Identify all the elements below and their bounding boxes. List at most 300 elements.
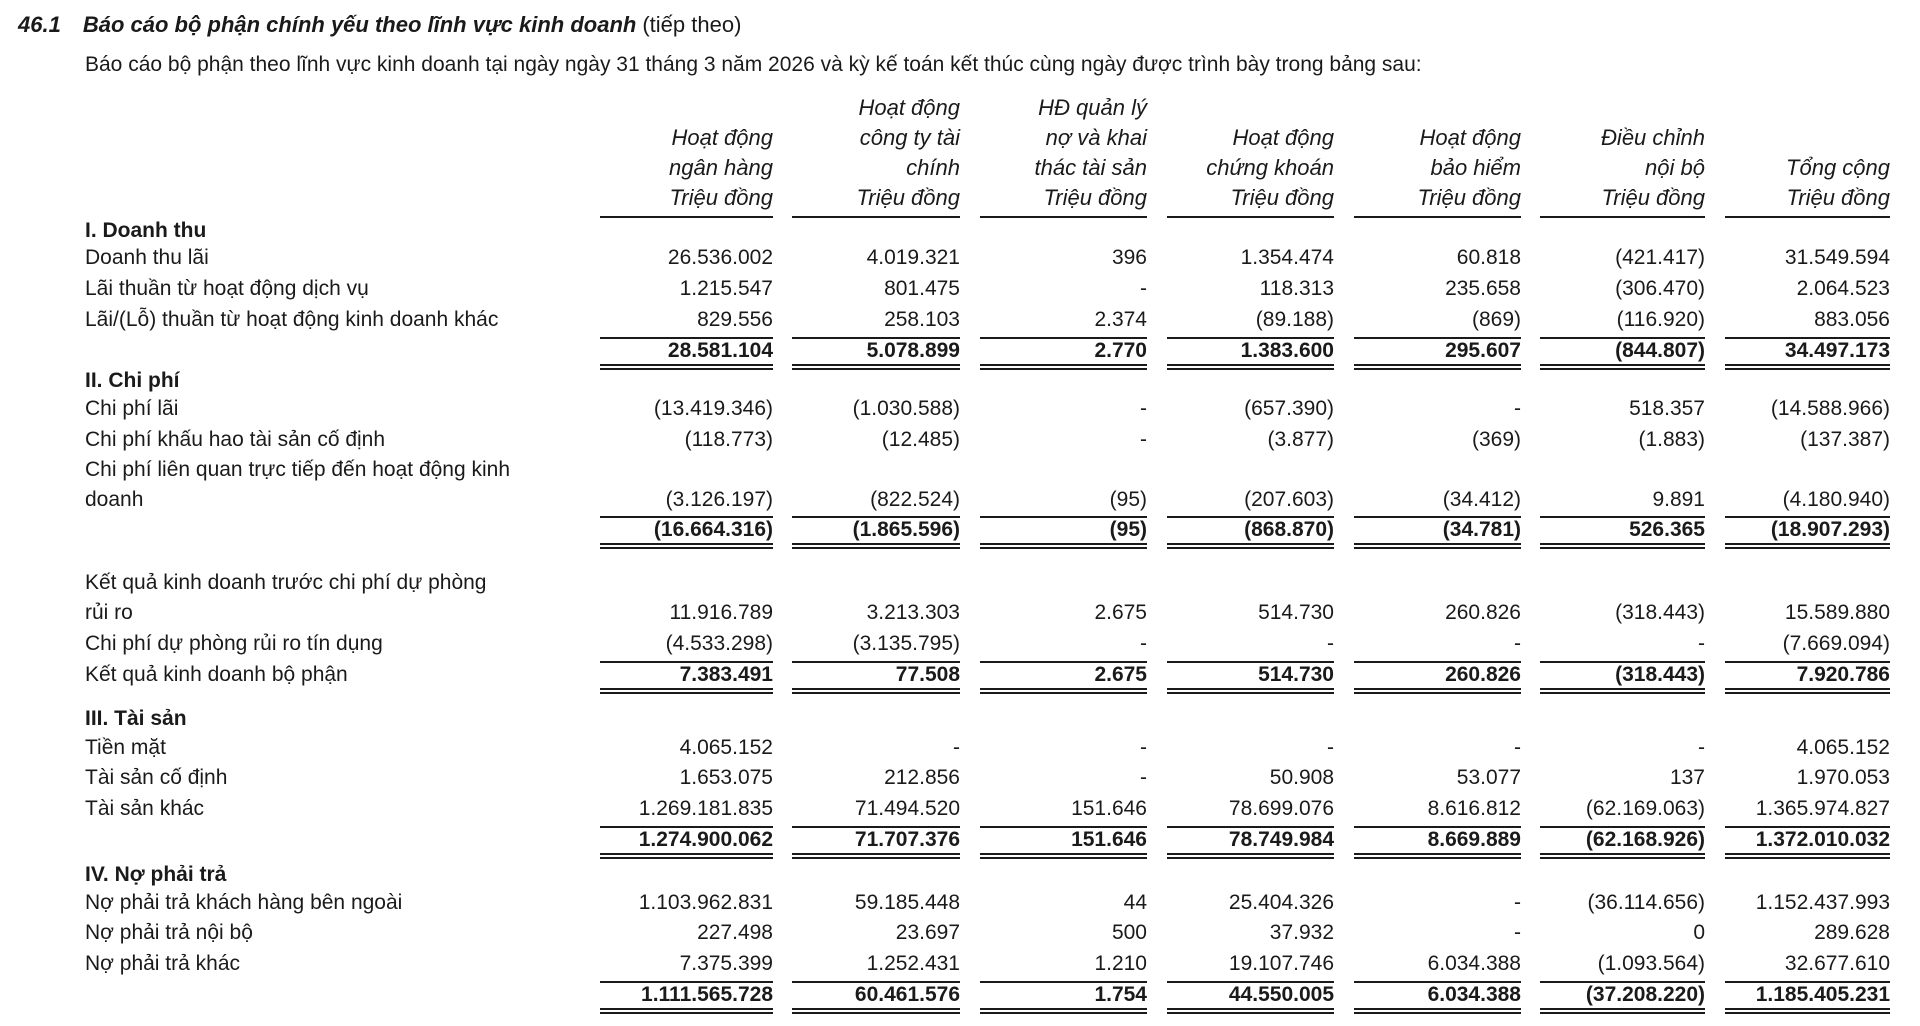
- rule-line: [1167, 826, 1334, 828]
- rule-line: [1540, 853, 1705, 855]
- column-header-line: Hoạt động: [671, 125, 773, 150]
- rule-line: [1354, 1012, 1521, 1014]
- rule-line: [792, 826, 960, 828]
- total-cell: 1.754: [1094, 983, 1147, 1006]
- section-title: II. Chi phí: [85, 369, 180, 392]
- value-cell: 6.034.388: [1427, 952, 1521, 975]
- value-cell: 235.658: [1445, 277, 1521, 300]
- value-cell: 227.498: [697, 921, 773, 944]
- value-cell: (3.126.197): [665, 488, 773, 511]
- rule-line: [1354, 547, 1521, 549]
- column-header: [1601, 87, 1705, 213]
- total-cell: (34.781): [1442, 518, 1521, 541]
- rule-line: [1540, 368, 1705, 370]
- rule-line: [1540, 364, 1705, 366]
- rule-line: [1354, 857, 1521, 859]
- value-cell: 4.065.152: [1796, 736, 1890, 759]
- value-cell: -: [1514, 891, 1521, 914]
- rule-line: [792, 547, 960, 549]
- column-header-line: Hoạt động: [1419, 125, 1521, 150]
- rule-line: [980, 543, 1147, 545]
- rule-line: [1354, 516, 1521, 518]
- section-title: III. Tài sản: [85, 707, 187, 730]
- value-cell: 2.675: [1094, 601, 1147, 624]
- rule-line: [600, 692, 773, 694]
- section-continued: (tiếp theo): [642, 12, 742, 37]
- value-cell: -: [1514, 632, 1521, 655]
- value-cell: (116.920): [1616, 308, 1705, 331]
- value-cell: 212.856: [884, 766, 960, 789]
- rule-line: [1540, 857, 1705, 859]
- column-header-line: Triệu đồng: [1043, 185, 1147, 210]
- row-label: Kết quả kinh doanh trước chi phí dự phòng: [85, 571, 487, 594]
- value-cell: -: [1140, 277, 1147, 300]
- value-cell: 59.185.448: [854, 891, 960, 914]
- rule-line: [1354, 826, 1521, 828]
- value-cell: (95): [1109, 488, 1147, 511]
- value-cell: (7.669.094): [1782, 632, 1890, 655]
- total-cell: 6.034.388: [1427, 983, 1521, 1006]
- rule-line: [1725, 547, 1890, 549]
- rule-line: [1725, 692, 1890, 694]
- value-cell: -: [1514, 397, 1521, 420]
- value-cell: 514.730: [1258, 601, 1334, 624]
- rule-line: [1540, 692, 1705, 694]
- total-cell: (318.443): [1615, 663, 1705, 686]
- rule-line: [792, 364, 960, 366]
- column-header-line: Triệu đồng: [1601, 185, 1705, 210]
- rule-line: [980, 857, 1147, 859]
- value-cell: 118.313: [1259, 277, 1334, 300]
- row-label: Lãi thuần từ hoạt động dịch vụ: [85, 277, 369, 300]
- rule-line: [1167, 661, 1334, 663]
- row-label: Lãi/(Lỗ) thuần từ hoạt động kinh doanh khác: [85, 308, 499, 331]
- rule-line: [1540, 516, 1705, 518]
- rule-line: [1354, 368, 1521, 370]
- value-cell: 829.556: [697, 308, 773, 331]
- value-cell: 23.697: [895, 921, 960, 944]
- rule-line: [1725, 981, 1890, 983]
- section-heading: [18, 10, 741, 40]
- value-cell: 53.077: [1456, 766, 1521, 789]
- rule-line: [1167, 547, 1334, 549]
- rule-line: [1167, 857, 1334, 859]
- column-header-line: HĐ quản lý: [1038, 95, 1147, 120]
- column-header-line: Triệu đồng: [1786, 185, 1890, 210]
- rule-line: [980, 688, 1147, 690]
- rule-line: [1725, 661, 1890, 663]
- rule-line: [792, 853, 960, 855]
- rule-line: [1167, 1008, 1334, 1010]
- rule-line: [792, 1012, 960, 1014]
- total-cell: (844.807): [1615, 339, 1705, 362]
- rule-line: [600, 516, 773, 518]
- value-cell: -: [1514, 921, 1521, 944]
- column-header: [1417, 87, 1521, 213]
- value-cell: 1.970.053: [1796, 766, 1890, 789]
- value-cell: 2.064.523: [1796, 277, 1890, 300]
- rule-line: [1725, 853, 1890, 855]
- rule-line: [1725, 1012, 1890, 1014]
- row-label: Chi phí liên quan trực tiếp đến hoạt động kinh: [85, 458, 511, 481]
- intro-text: Báo cáo bộ phận theo lĩnh vực kinh doanh tại ngày ngày 31 tháng 3 năm 2026 và kỳ kế toán kết thúc cùng ngày được trình bày trong bảng sau:: [85, 53, 1422, 76]
- value-cell: 71.494.520: [854, 797, 960, 820]
- rule-line: [600, 543, 773, 545]
- value-cell: 1.152.437.993: [1755, 891, 1890, 914]
- rule-line: [600, 981, 773, 983]
- column-header-line: Hoạt động: [858, 95, 960, 120]
- rule-line: [1167, 516, 1334, 518]
- rule-line: [1167, 692, 1334, 694]
- rule-line: [1354, 688, 1521, 690]
- total-cell: (16.664.316): [653, 518, 773, 541]
- column-header: [1786, 87, 1890, 213]
- rule-line: [980, 337, 1147, 339]
- rule-line: [1167, 337, 1334, 339]
- rule-line: [1354, 1008, 1521, 1010]
- value-cell: 4.019.321: [866, 246, 960, 269]
- value-cell: -: [1140, 766, 1147, 789]
- rule-line: [980, 547, 1147, 549]
- total-cell: 44.550.005: [1228, 983, 1334, 1006]
- value-cell: -: [1140, 428, 1147, 451]
- value-cell: 9.891: [1652, 488, 1705, 511]
- rule-line: [980, 853, 1147, 855]
- value-cell: 26.536.002: [667, 246, 773, 269]
- value-cell: (1.030.588): [852, 397, 960, 420]
- rule-line: [600, 826, 773, 828]
- rule-line: [1167, 543, 1334, 545]
- value-cell: 396: [1111, 246, 1147, 269]
- rule-line: [980, 661, 1147, 663]
- rule-line: [792, 516, 960, 518]
- value-cell: -: [1327, 736, 1334, 759]
- column-header: [669, 87, 773, 213]
- rule-line: [792, 1008, 960, 1010]
- rule-line: [1725, 1008, 1890, 1010]
- rule-line: [980, 1008, 1147, 1010]
- rule-line: [1725, 364, 1890, 366]
- row-label: Chi phí khấu hao tài sản cố định: [85, 428, 386, 451]
- total-cell: 260.826: [1445, 663, 1521, 686]
- rule-line: [600, 547, 773, 549]
- column-header-line: Triệu đồng: [1230, 185, 1334, 210]
- rule-line: [600, 216, 773, 218]
- rule-line: [1540, 1008, 1705, 1010]
- rule-line: [1354, 692, 1521, 694]
- value-cell: (36.114.656): [1587, 891, 1705, 914]
- value-cell: 1.365.974.827: [1755, 797, 1890, 820]
- rule-line: [792, 337, 960, 339]
- value-cell: -: [1327, 632, 1334, 655]
- value-cell: 801.475: [884, 277, 960, 300]
- value-cell: (306.470): [1615, 277, 1705, 300]
- section-title: IV. Nợ phải trả: [85, 863, 227, 886]
- value-cell: 1.269.181.835: [638, 797, 773, 820]
- value-cell: 151.646: [1071, 797, 1147, 820]
- column-header-line: ngân hàng: [669, 155, 773, 180]
- total-cell: 7.383.491: [679, 663, 773, 686]
- value-cell: (822.524): [870, 488, 960, 511]
- rule-line: [980, 826, 1147, 828]
- value-cell: 60.818: [1456, 246, 1521, 269]
- total-cell: (868.870): [1244, 518, 1334, 541]
- rule-line: [980, 1012, 1147, 1014]
- column-header-line: nợ và khai: [1045, 125, 1147, 150]
- rule-line: [1167, 981, 1334, 983]
- value-cell: 31.549.594: [1784, 246, 1890, 269]
- rule-line: [1725, 857, 1890, 859]
- rule-line: [1540, 1012, 1705, 1014]
- column-header-line: Triệu đồng: [1417, 185, 1521, 210]
- value-cell: 2.374: [1094, 308, 1147, 331]
- column-header-line: công ty tài: [859, 125, 960, 150]
- column-header-line: Triệu đồng: [856, 185, 960, 210]
- value-cell: 19.107.746: [1228, 952, 1334, 975]
- value-cell: (421.417): [1615, 246, 1705, 269]
- value-cell: 258.103: [884, 308, 960, 331]
- value-cell: 50.908: [1269, 766, 1334, 789]
- total-cell: 28.581.104: [667, 339, 773, 362]
- rule-line: [600, 688, 773, 690]
- value-cell: (1.883): [1638, 428, 1705, 451]
- rule-line: [600, 364, 773, 366]
- value-cell: (137.387): [1800, 428, 1890, 451]
- column-header: [856, 87, 960, 213]
- rule-line: [1540, 981, 1705, 983]
- value-cell: 11.916.789: [669, 601, 773, 624]
- total-cell: 1.274.900.062: [638, 828, 773, 851]
- total-cell: 77.508: [895, 663, 960, 686]
- rule-line: [1725, 826, 1890, 828]
- row-label: Tài sản khác: [85, 797, 205, 820]
- value-cell: -: [1698, 736, 1705, 759]
- value-cell: 500: [1111, 921, 1147, 944]
- value-cell: 1.653.075: [679, 766, 773, 789]
- rule-line: [1725, 516, 1890, 518]
- value-cell: (3.135.795): [852, 632, 960, 655]
- total-cell: 78.749.984: [1228, 828, 1334, 851]
- total-cell: 514.730: [1258, 663, 1334, 686]
- total-cell: 2.675: [1094, 663, 1147, 686]
- total-cell: 5.078.899: [866, 339, 960, 362]
- rule-line: [1167, 853, 1334, 855]
- value-cell: -: [1698, 632, 1705, 655]
- column-header: [1034, 87, 1147, 213]
- value-cell: 883.056: [1814, 308, 1890, 331]
- rule-line: [792, 216, 960, 218]
- rule-line: [792, 543, 960, 545]
- rule-line: [1725, 216, 1890, 218]
- rule-line: [600, 1008, 773, 1010]
- total-cell: 1.372.010.032: [1755, 828, 1890, 851]
- rule-line: [1354, 543, 1521, 545]
- value-cell: (34.412): [1442, 488, 1521, 511]
- value-cell: 37.932: [1269, 921, 1334, 944]
- value-cell: 15.589.880: [1784, 601, 1890, 624]
- row-label: Nợ phải trả nội bộ: [85, 921, 253, 944]
- value-cell: (118.773): [684, 428, 773, 451]
- section-number: 46.1: [18, 12, 61, 37]
- value-cell: 289.628: [1814, 921, 1890, 944]
- value-cell: 1.210: [1094, 952, 1147, 975]
- value-cell: -: [1140, 736, 1147, 759]
- rule-line: [792, 368, 960, 370]
- rule-line: [1167, 364, 1334, 366]
- rule-line: [1167, 368, 1334, 370]
- value-cell: (657.390): [1244, 397, 1334, 420]
- value-cell: 25.404.326: [1228, 891, 1334, 914]
- total-cell: 34.497.173: [1784, 339, 1890, 362]
- value-cell: 3.213.303: [866, 601, 960, 624]
- total-cell: (18.907.293): [1770, 518, 1890, 541]
- value-cell: 4.065.152: [679, 736, 773, 759]
- rule-line: [792, 981, 960, 983]
- value-cell: (14.588.966): [1770, 397, 1890, 420]
- rule-line: [1540, 688, 1705, 690]
- value-cell: 518.357: [1629, 397, 1705, 420]
- value-cell: (869): [1471, 308, 1521, 331]
- rule-line: [1167, 688, 1334, 690]
- value-cell: 1.354.474: [1240, 246, 1334, 269]
- value-cell: (13.419.346): [653, 397, 773, 420]
- rule-line: [1725, 688, 1890, 690]
- total-cell: (62.168.926): [1585, 828, 1705, 851]
- column-header-line: Điều chỉnh: [1601, 125, 1705, 150]
- rule-line: [1725, 368, 1890, 370]
- value-cell: (4.180.940): [1782, 488, 1890, 511]
- value-cell: 8.616.812: [1427, 797, 1521, 820]
- column-header-line: Triệu đồng: [669, 185, 773, 210]
- row-label: Tiền mặt: [85, 736, 166, 759]
- row-label: Nợ phải trả khác: [85, 952, 241, 975]
- rule-line: [980, 516, 1147, 518]
- column-header-line: bảo hiểm: [1430, 155, 1521, 180]
- column-header-line: thác tài sản: [1034, 155, 1147, 180]
- rule-line: [980, 364, 1147, 366]
- total-cell: 1.111.565.728: [641, 983, 773, 1006]
- value-cell: -: [1140, 397, 1147, 420]
- rule-line: [600, 857, 773, 859]
- rule-line: [600, 337, 773, 339]
- total-cell: 295.607: [1445, 339, 1521, 362]
- value-cell: (3.877): [1267, 428, 1334, 451]
- rule-line: [600, 853, 773, 855]
- value-cell: 260.826: [1445, 601, 1521, 624]
- value-cell: 1.215.547: [679, 277, 773, 300]
- total-cell: 60.461.576: [854, 983, 960, 1006]
- rule-line: [1725, 543, 1890, 545]
- rule-line: [1354, 661, 1521, 663]
- rule-line: [1540, 543, 1705, 545]
- value-cell: (318.443): [1615, 601, 1705, 624]
- rule-line: [792, 661, 960, 663]
- rule-line: [600, 1012, 773, 1014]
- rule-line: [1167, 1012, 1334, 1014]
- value-cell: 137: [1669, 766, 1705, 789]
- value-cell: -: [953, 736, 960, 759]
- rule-line: [1354, 853, 1521, 855]
- row-label: Chi phí dự phòng rủi ro tín dụng: [85, 632, 383, 655]
- value-cell: 0: [1693, 921, 1705, 944]
- value-cell: (4.533.298): [665, 632, 773, 655]
- row-label: Kết quả kinh doanh bộ phận: [85, 663, 348, 686]
- rule-line: [980, 692, 1147, 694]
- section-title: I. Doanh thu: [85, 219, 207, 242]
- value-cell: (12.485): [881, 428, 960, 451]
- value-cell: 32.677.610: [1784, 952, 1890, 975]
- value-cell: 44: [1123, 891, 1147, 914]
- rule-line: [1354, 337, 1521, 339]
- value-cell: 1.103.962.831: [638, 891, 773, 914]
- value-cell: 1.252.431: [866, 952, 960, 975]
- rule-line: [792, 688, 960, 690]
- column-header: [1206, 87, 1334, 213]
- total-cell: 2.770: [1094, 339, 1147, 362]
- rule-line: [1354, 216, 1521, 218]
- value-cell: (62.169.063): [1585, 797, 1705, 820]
- row-label: doanh: [85, 488, 144, 511]
- row-label: rủi ro: [85, 601, 133, 624]
- column-header-line: chính: [906, 155, 960, 180]
- value-cell: (89.188): [1255, 308, 1334, 331]
- rule-line: [1540, 826, 1705, 828]
- rule-line: [980, 216, 1147, 218]
- value-cell: 7.375.399: [679, 952, 773, 975]
- row-label: Tài sản cố định: [85, 766, 228, 789]
- total-cell: 71.707.376: [854, 828, 960, 851]
- total-cell: 1.185.405.231: [1755, 983, 1890, 1006]
- rule-line: [980, 981, 1147, 983]
- rule-line: [1725, 337, 1890, 339]
- rule-line: [1540, 216, 1705, 218]
- column-header-line: nội bộ: [1645, 155, 1705, 180]
- total-cell: 7.920.786: [1796, 663, 1890, 686]
- rule-line: [600, 661, 773, 663]
- rule-line: [792, 857, 960, 859]
- rule-line: [1354, 981, 1521, 983]
- total-cell: 8.669.889: [1427, 828, 1521, 851]
- total-cell: (1.865.596): [852, 518, 960, 541]
- row-label: Doanh thu lãi: [85, 246, 209, 269]
- total-cell: (95): [1109, 518, 1147, 541]
- rule-line: [1540, 547, 1705, 549]
- section-title: Báo cáo bộ phận chính yếu theo lĩnh vực kinh doanh: [82, 12, 637, 37]
- value-cell: -: [1514, 736, 1521, 759]
- rule-line: [1354, 364, 1521, 366]
- row-label: Chi phí lãi: [85, 397, 179, 420]
- total-cell: 526.365: [1629, 518, 1705, 541]
- value-cell: (207.603): [1244, 488, 1334, 511]
- total-cell: 151.646: [1071, 828, 1147, 851]
- value-cell: 78.699.076: [1228, 797, 1334, 820]
- rule-line: [1540, 661, 1705, 663]
- column-header-line: chứng khoán: [1206, 155, 1334, 180]
- total-cell: 1.383.600: [1240, 339, 1334, 362]
- value-cell: (1.093.564): [1597, 952, 1705, 975]
- value-cell: (369): [1471, 428, 1521, 451]
- column-header-line: Hoạt động: [1232, 125, 1334, 150]
- rule-line: [600, 368, 773, 370]
- rule-line: [1167, 216, 1334, 218]
- rule-line: [792, 692, 960, 694]
- rule-line: [1540, 337, 1705, 339]
- rule-line: [980, 368, 1147, 370]
- row-label: Nợ phải trả khách hàng bên ngoài: [85, 891, 403, 914]
- column-header-line: Tổng cộng: [1786, 155, 1890, 180]
- total-cell: (37.208.220): [1585, 983, 1705, 1006]
- value-cell: -: [1140, 632, 1147, 655]
